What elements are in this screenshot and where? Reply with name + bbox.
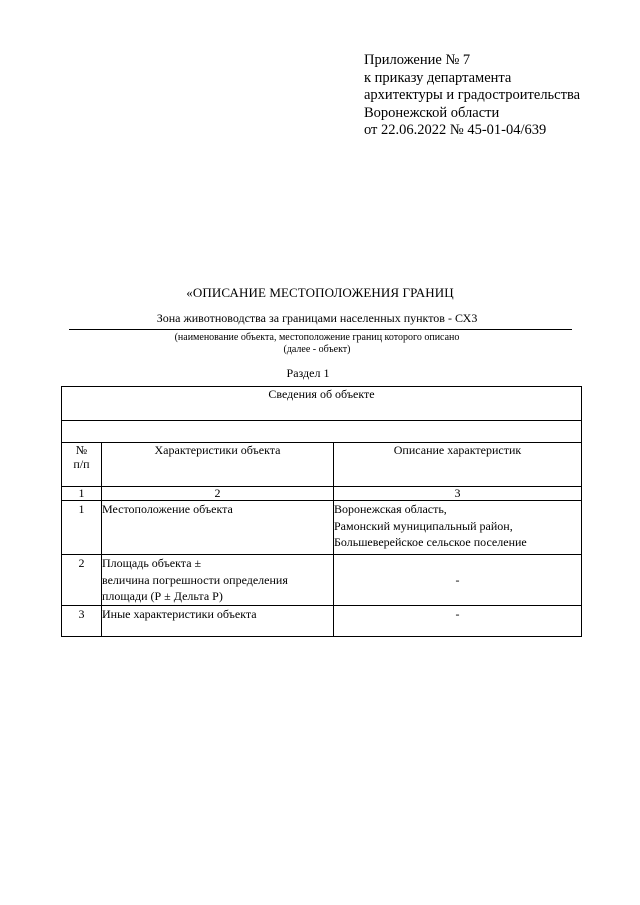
table-empty-row <box>62 421 582 443</box>
table-empty-cell <box>62 421 582 443</box>
characteristic-line: величина погрешности определения <box>102 572 288 587</box>
row-description: - <box>334 606 582 637</box>
column-header-characteristics: Характеристики объекта <box>102 443 334 487</box>
table-header: Сведения об объекте <box>62 387 582 421</box>
column-index: 3 <box>334 487 582 501</box>
appendix-line: к приказу департамента <box>364 69 512 86</box>
column-index-row <box>62 487 582 501</box>
row-characteristic <box>102 555 334 606</box>
appendix-line: Приложение № 7 <box>364 52 471 68</box>
row-number: 2 <box>62 555 102 606</box>
column-index: 1 <box>62 487 102 501</box>
appendix-line: Воронежской области <box>364 104 500 121</box>
column-header-num-line1: № <box>75 443 88 457</box>
caption-line: (далее - объект) <box>283 344 351 355</box>
description-line: Воронежская область, <box>334 502 447 516</box>
table-header-row <box>62 387 582 421</box>
object-name-caption <box>62 332 572 356</box>
characteristic-line: площади (Р ± Дельта Р) <box>102 589 223 603</box>
row-description <box>334 501 582 555</box>
document-title: «ОПИСАНИЕ МЕСТОПОЛОЖЕНИЯ ГРАНИЦ <box>186 285 454 300</box>
characteristic-line: Площадь объекта ± <box>102 556 202 570</box>
column-index: 2 <box>102 487 334 501</box>
section-heading: Раздел 1 <box>286 366 330 380</box>
description-line: Большеверейское сельское поселение <box>334 535 527 549</box>
table-row <box>62 606 582 637</box>
characteristic-line: Иные характеристики объекта <box>102 607 257 621</box>
underline-rule <box>69 329 572 330</box>
appendix-line: архитектуры и градостроительства <box>364 87 581 103</box>
appendix-block <box>364 52 580 140</box>
row-characteristic <box>102 501 334 555</box>
appendix-line: от 22.06.2022 № 45-01-04/639 <box>364 122 547 138</box>
object-info-table <box>61 386 582 637</box>
table-row <box>62 501 582 555</box>
column-header-description: Описание характеристик <box>334 443 582 487</box>
row-number: 1 <box>62 501 102 555</box>
column-header-num <box>62 443 102 487</box>
row-characteristic <box>102 606 334 637</box>
object-name: Зона животноводства за границами населенных пунктов - СХ3 <box>156 311 478 325</box>
column-header-row <box>62 443 582 487</box>
row-description: - <box>334 555 582 606</box>
row-number: 3 <box>62 606 102 637</box>
column-header-num-line2: п/п <box>73 457 90 471</box>
table-row <box>62 555 582 606</box>
characteristic-line: Местоположение объекта <box>102 502 233 516</box>
description-line: Рамонский муниципальный район, <box>334 518 513 533</box>
caption-line: (наименование объекта, местоположение границ которого описано <box>174 332 460 343</box>
